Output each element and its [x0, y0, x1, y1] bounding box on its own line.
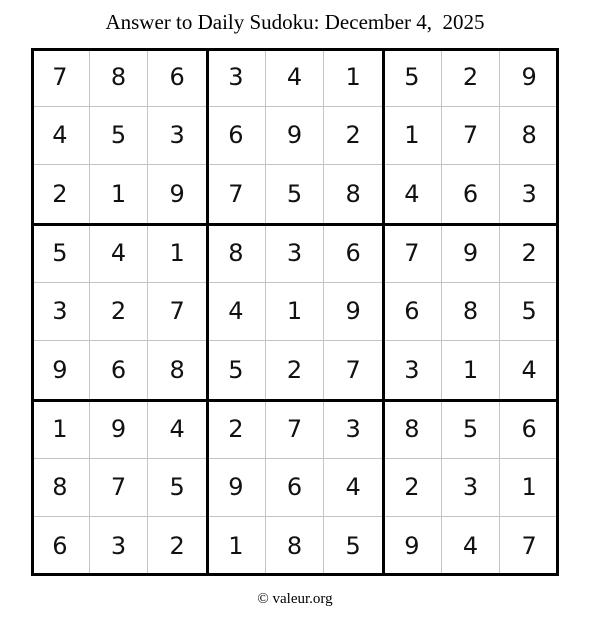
sudoku-cell[interactable]: 5	[266, 165, 325, 224]
copyright-credit: © valeur.org	[257, 591, 333, 607]
sudoku-cell[interactable]: 2	[442, 48, 501, 107]
sudoku-cell[interactable]: 1	[148, 224, 207, 283]
sudoku-cell[interactable]: 4	[383, 165, 442, 224]
sudoku-cell[interactable]: 3	[31, 283, 90, 342]
sudoku-cell[interactable]: 5	[90, 107, 149, 166]
sudoku-cell[interactable]: 6	[383, 283, 442, 342]
sudoku-cell[interactable]: 2	[31, 165, 90, 224]
sudoku-cell[interactable]: 4	[324, 459, 383, 518]
sudoku-cell[interactable]: 8	[148, 341, 207, 400]
sudoku-board	[31, 48, 559, 576]
sudoku-cell[interactable]: 7	[207, 165, 266, 224]
sudoku-cell[interactable]: 7	[383, 224, 442, 283]
sudoku-cell[interactable]: 7	[90, 459, 149, 518]
sudoku-cell[interactable]: 2	[207, 400, 266, 459]
sudoku-cell[interactable]: 6	[324, 224, 383, 283]
sudoku-cell[interactable]: 5	[500, 283, 559, 342]
sudoku-cell[interactable]: 1	[500, 459, 559, 518]
sudoku-cell[interactable]: 5	[31, 224, 90, 283]
sudoku-cell[interactable]: 2	[383, 459, 442, 518]
sudoku-cell[interactable]: 1	[324, 48, 383, 107]
sudoku-cell[interactable]: 7	[500, 517, 559, 576]
sudoku-cell[interactable]: 3	[442, 459, 501, 518]
sudoku-cell[interactable]: 4	[500, 341, 559, 400]
sudoku-cell[interactable]: 9	[31, 341, 90, 400]
sudoku-cell[interactable]: 1	[31, 400, 90, 459]
sudoku-cell[interactable]: 7	[442, 107, 501, 166]
sudoku-cell[interactable]: 4	[207, 283, 266, 342]
sudoku-cell[interactable]: 1	[383, 107, 442, 166]
sudoku-cell[interactable]: 5	[148, 459, 207, 518]
sudoku-cell[interactable]: 6	[148, 48, 207, 107]
sudoku-cell[interactable]: 6	[500, 400, 559, 459]
sudoku-cell[interactable]: 8	[90, 48, 149, 107]
sudoku-cell[interactable]: 6	[442, 165, 501, 224]
sudoku-cell[interactable]: 4	[266, 48, 325, 107]
sudoku-cell[interactable]: 8	[500, 107, 559, 166]
sudoku-cell[interactable]: 6	[90, 341, 149, 400]
sudoku-cell[interactable]: 9	[442, 224, 501, 283]
sudoku-cell[interactable]: 1	[442, 341, 501, 400]
sudoku-cell[interactable]: 2	[90, 283, 149, 342]
sudoku-cell[interactable]: 6	[31, 517, 90, 576]
sudoku-cell[interactable]: 9	[383, 517, 442, 576]
sudoku-cell[interactable]: 5	[207, 341, 266, 400]
sudoku-cell[interactable]: 9	[90, 400, 149, 459]
sudoku-cell[interactable]: 8	[207, 224, 266, 283]
sudoku-cell[interactable]: 7	[31, 48, 90, 107]
sudoku-cell[interactable]: 1	[207, 517, 266, 576]
sudoku-cell[interactable]: 3	[90, 517, 149, 576]
sudoku-cell[interactable]: 2	[324, 107, 383, 166]
sudoku-cell[interactable]: 8	[383, 400, 442, 459]
sudoku-cell[interactable]: 5	[324, 517, 383, 576]
sudoku-cell[interactable]: 3	[383, 341, 442, 400]
sudoku-cell[interactable]: 9	[266, 107, 325, 166]
sudoku-cell[interactable]: 9	[324, 283, 383, 342]
sudoku-cell[interactable]: 3	[500, 165, 559, 224]
sudoku-cell[interactable]: 7	[324, 341, 383, 400]
page-title: Answer to Daily Sudoku: December 4, 2025	[105, 10, 485, 34]
sudoku-cell[interactable]: 6	[207, 107, 266, 166]
sudoku-cell[interactable]: 6	[266, 459, 325, 518]
sudoku-cell[interactable]: 1	[90, 165, 149, 224]
sudoku-cell[interactable]: 4	[90, 224, 149, 283]
sudoku-cell[interactable]: 9	[207, 459, 266, 518]
sudoku-cell[interactable]: 8	[324, 165, 383, 224]
sudoku-cell[interactable]: 2	[148, 517, 207, 576]
sudoku-cell[interactable]: 3	[207, 48, 266, 107]
sudoku-cell[interactable]: 7	[148, 283, 207, 342]
sudoku-cell[interactable]: 3	[324, 400, 383, 459]
sudoku-cell[interactable]: 7	[266, 400, 325, 459]
sudoku-cell[interactable]: 2	[266, 341, 325, 400]
sudoku-cell[interactable]: 2	[500, 224, 559, 283]
sudoku-cell[interactable]: 1	[266, 283, 325, 342]
sudoku-cell[interactable]: 5	[383, 48, 442, 107]
sudoku-cell[interactable]: 4	[148, 400, 207, 459]
sudoku-cell[interactable]: 4	[442, 517, 501, 576]
sudoku-cell[interactable]: 4	[31, 107, 90, 166]
sudoku-cell[interactable]: 9	[148, 165, 207, 224]
sudoku-cell[interactable]: 8	[31, 459, 90, 518]
sudoku-cell[interactable]: 9	[500, 48, 559, 107]
sudoku-cell[interactable]: 3	[266, 224, 325, 283]
sudoku-cell[interactable]: 3	[148, 107, 207, 166]
sudoku-cell[interactable]: 5	[442, 400, 501, 459]
sudoku-cell[interactable]: 8	[266, 517, 325, 576]
sudoku-cell[interactable]: 8	[442, 283, 501, 342]
